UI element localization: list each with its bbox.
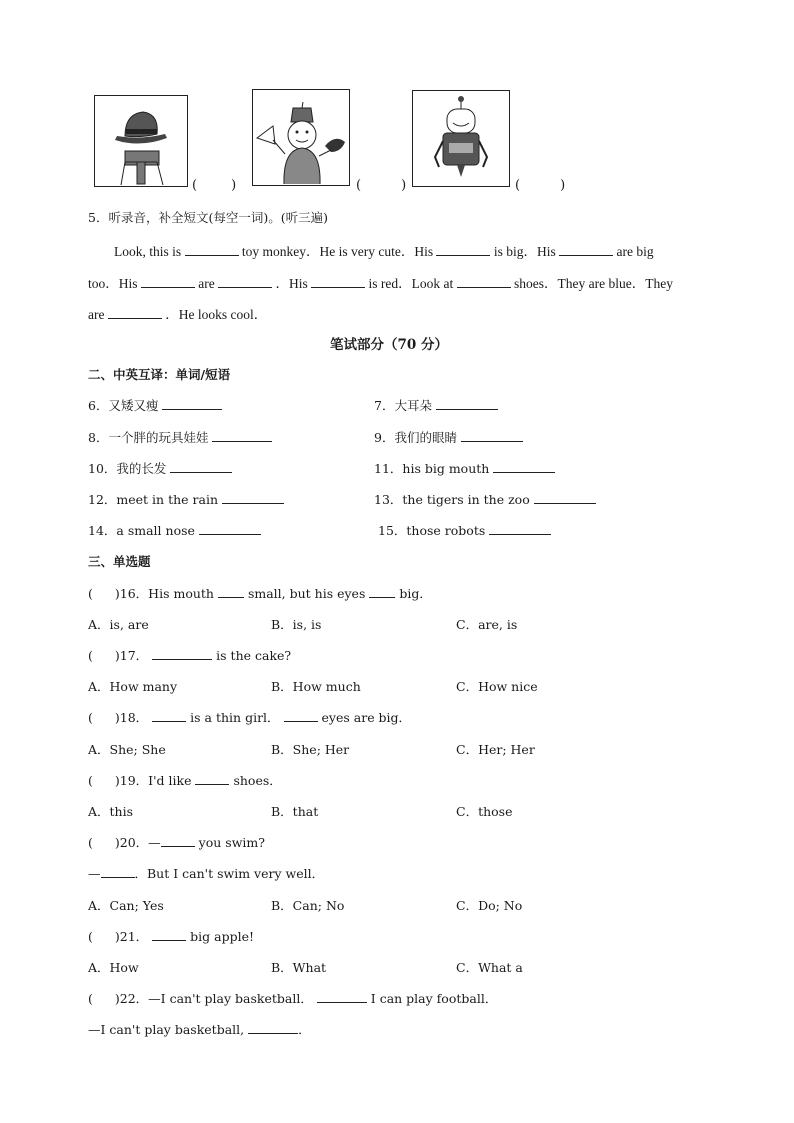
q5-line3: are ．He looks cool． — [88, 307, 268, 322]
s2-item-15: 15．those robots — [378, 521, 551, 539]
s2-item-11: 11．his big mouth — [374, 459, 555, 477]
q17-option-c[interactable]: C．How nice — [456, 679, 538, 694]
q19-blank[interactable] — [195, 783, 229, 785]
s2-blank-15[interactable] — [489, 533, 551, 535]
s2-blank-13[interactable] — [534, 502, 596, 504]
s2-item-10: 10．我的长发 — [88, 459, 232, 477]
picture-snowman — [252, 89, 350, 186]
q21-blank[interactable] — [152, 939, 186, 941]
q18-option-b[interactable]: B．She; Her — [271, 742, 350, 757]
s2-item-9: 9．我们的眼睛 — [374, 428, 523, 446]
q22-blank-2[interactable] — [248, 1032, 298, 1034]
q20-blank-2[interactable] — [101, 876, 135, 878]
q16-option-b[interactable]: B．is, is — [271, 617, 322, 632]
s2-blank-8[interactable] — [212, 440, 272, 442]
q21-option-b[interactable]: B．What — [271, 960, 327, 975]
q17-option-a[interactable]: A．How many — [88, 679, 178, 694]
q5-blank-5[interactable] — [218, 286, 272, 288]
q5-blank-8[interactable] — [108, 317, 162, 319]
s2-blank-10[interactable] — [170, 471, 232, 473]
q18-option-a[interactable]: A．She; She — [88, 742, 166, 757]
q18-option-c[interactable]: C．Her; Her — [456, 742, 535, 757]
q5-blank-4[interactable] — [141, 286, 195, 288]
q5-blank-2[interactable] — [436, 254, 490, 256]
q16-option-c[interactable]: C．are, is — [456, 617, 518, 632]
section2-title: 二、中英互译：单词/短语 — [88, 367, 231, 382]
q19-option-c[interactable]: C．those — [456, 804, 513, 819]
q16-blank-1[interactable] — [218, 596, 244, 598]
robot-icon — [413, 91, 508, 185]
q20-option-b[interactable]: B．Can; No — [271, 898, 345, 913]
q22-stem: ( )22．—I can't play basketball． I can play football． — [88, 991, 498, 1006]
s2-blank-14[interactable] — [199, 533, 261, 535]
q5-blank-1[interactable] — [185, 254, 239, 256]
q17-stem: ( )17． is the cake? — [88, 648, 292, 663]
q17-blank[interactable] — [152, 658, 212, 660]
q21-option-c[interactable]: C．What a — [456, 960, 523, 975]
q20-blank-1[interactable] — [161, 845, 195, 847]
q5-line2: too．His are ．His is red．Look at shoes．They are blue．They — [88, 276, 673, 291]
q21-stem: ( )21． big apple! — [88, 929, 255, 944]
q5-blank-3[interactable] — [559, 254, 613, 256]
q19-stem: ( )19．I'd like shoes． — [88, 773, 282, 788]
s2-item-12: 12．meet in the rain — [88, 490, 284, 508]
q18-stem: ( )18． is a thin girl． eyes are big． — [88, 710, 412, 725]
q20-option-c[interactable]: C．Do; No — [456, 898, 523, 913]
s2-blank-11[interactable] — [493, 471, 555, 473]
q19-option-a[interactable]: A．this — [88, 804, 134, 819]
picture-robot — [412, 90, 510, 187]
q18-blank-1[interactable] — [152, 720, 186, 722]
s2-item-14: 14．a small nose — [88, 521, 261, 539]
picture-man-hat — [94, 95, 188, 187]
s2-item-8: 8．一个胖的玩具娃娃 — [88, 428, 272, 446]
q16-option-a[interactable]: A．is, are — [88, 617, 149, 632]
section-written-title: 笔试部分（70 分） — [330, 337, 448, 353]
q21-option-a[interactable]: A．How — [88, 960, 139, 975]
s2-item-7: 7．大耳朵 — [374, 396, 498, 414]
answer-paren-1[interactable]: ( ) — [192, 178, 237, 193]
q18-blank-2[interactable] — [284, 720, 318, 722]
q22-stem-2: —I can't play basketball, ． — [88, 1022, 311, 1037]
s2-blank-12[interactable] — [222, 502, 284, 504]
q16-blank-2[interactable] — [369, 596, 395, 598]
q20-option-a[interactable]: A．Can; Yes — [88, 898, 164, 913]
answer-paren-3[interactable]: ( ) — [515, 178, 566, 193]
s2-blank-9[interactable] — [461, 440, 523, 442]
s2-blank-7[interactable] — [436, 408, 498, 410]
q19-option-b[interactable]: B．that — [271, 804, 319, 819]
q5-blank-7[interactable] — [457, 286, 511, 288]
snowman-icon — [253, 90, 348, 184]
q5-blank-6[interactable] — [311, 286, 365, 288]
q5-line1: Look, this is toy monkey．He is very cute．His is big．His are big — [114, 244, 654, 259]
q22-blank-1[interactable] — [317, 1001, 367, 1003]
s2-item-13: 13．the tigers in the zoo — [374, 490, 596, 508]
q20-stem: ( )20．— you swim? — [88, 835, 265, 850]
section3-title: 三、单选题 — [88, 554, 151, 569]
q20-stem-2: — ．But I can't swim very well． — [88, 866, 325, 881]
s2-blank-6[interactable] — [162, 408, 222, 410]
q16-stem: ( )16．His mouth small, but his eyes big． — [88, 586, 432, 601]
man-hat-icon — [95, 96, 186, 185]
answer-paren-2[interactable]: ( ) — [356, 178, 407, 193]
q17-option-b[interactable]: B．How much — [271, 679, 361, 694]
q5-instruction: 5．听录音，补全短文(每空一词)。(听三遍) — [88, 210, 328, 225]
s2-item-6: 6．又矮又瘦 — [88, 396, 222, 414]
